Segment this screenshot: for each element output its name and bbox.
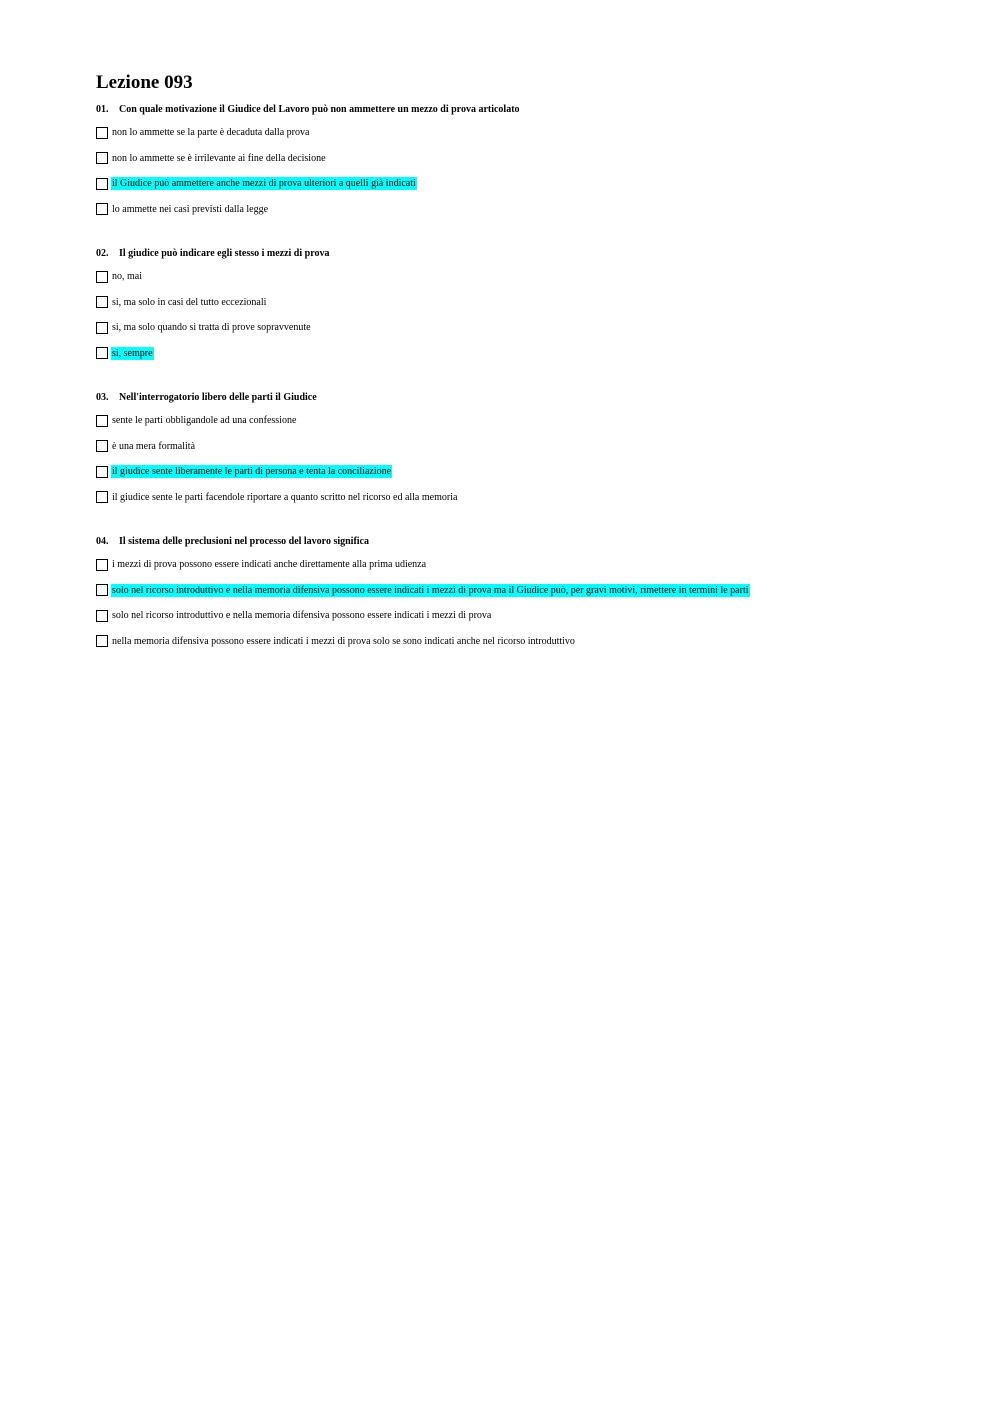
question-header [96, 534, 956, 549]
answer-text: lo ammette nei casi previsti dalla legge [112, 203, 269, 215]
lesson-title: Lezione 093 [96, 72, 193, 93]
answer-checkbox[interactable] [96, 559, 108, 571]
answer-text: solo nel ricorso introduttivo e nella memoria difensiva possono essere indicati i mezzi di prova [112, 610, 492, 622]
answer-option[interactable] [96, 485, 956, 511]
answer-list [96, 408, 956, 510]
answer-option[interactable] [96, 341, 956, 367]
answer-checkbox[interactable] [96, 127, 108, 139]
answer-option[interactable] [96, 459, 956, 485]
answer-option[interactable] [96, 603, 956, 629]
answer-list [96, 264, 956, 366]
answer-text: non lo ammette se è irrilevante ai fine della decisione [112, 152, 326, 164]
question-number: 02. [96, 248, 109, 259]
question-header [96, 390, 956, 405]
question-01 [96, 102, 956, 222]
answer-option[interactable] [96, 120, 956, 146]
answer-checkbox[interactable] [96, 178, 108, 190]
question-number: 04. [96, 536, 109, 547]
answer-option[interactable] [96, 264, 956, 290]
answer-option[interactable] [96, 171, 956, 197]
answer-checkbox[interactable] [96, 296, 108, 308]
answer-option[interactable] [96, 315, 956, 341]
answer-option[interactable] [96, 552, 956, 578]
answer-text-highlighted: solo nel ricorso introduttivo e nella memoria difensiva possono essere indicati i mezzi di prova ma il Giudice può, per gravi motivi, rimettere in termini le parti [112, 584, 749, 596]
answer-checkbox[interactable] [96, 347, 108, 359]
answer-checkbox[interactable] [96, 466, 108, 478]
answer-checkbox[interactable] [96, 322, 108, 334]
question-text: Il giudice può indicare egli stesso i mezzi di prova [119, 248, 330, 259]
answer-text: si, ma solo quando si tratta di prove sopravvenute [112, 322, 311, 334]
question-text: Il sistema delle preclusioni nel processo del lavoro significa [119, 536, 369, 547]
answer-list [96, 120, 956, 222]
answer-text: sente le parti obbligandole ad una confessione [112, 415, 297, 427]
question-header [96, 246, 956, 261]
question-number: 03. [96, 392, 109, 403]
answer-checkbox[interactable] [96, 152, 108, 164]
answer-option[interactable] [96, 578, 956, 604]
answer-checkbox[interactable] [96, 203, 108, 215]
answer-text: il giudice sente le parti facendole riportare a quanto scritto nel ricorso ed alla memoria [112, 491, 458, 503]
question-02 [96, 246, 956, 366]
document-page [96, 70, 956, 654]
question-04 [96, 534, 956, 654]
answer-option[interactable] [96, 290, 956, 316]
answer-text: si, ma solo in casi del tutto eccezionali [112, 296, 267, 308]
answer-text: nella memoria difensiva possono essere indicati i mezzi di prova solo se sono indicati anche nel ricorso introduttivo [112, 635, 575, 647]
answer-option[interactable] [96, 434, 956, 460]
question-text: Nell'interrogatorio libero delle parti il Giudice [119, 392, 317, 403]
answer-checkbox[interactable] [96, 271, 108, 283]
answer-text: no, mai [112, 271, 142, 283]
answer-text: i mezzi di prova possono essere indicati anche direttamente alla prima udienza [112, 559, 427, 571]
question-header [96, 102, 956, 117]
answer-option[interactable] [96, 146, 956, 172]
answer-checkbox[interactable] [96, 610, 108, 622]
answer-text: non lo ammette se la parte è decaduta dalla prova [112, 127, 310, 139]
answer-text-highlighted: si, sempre [112, 347, 153, 359]
answer-checkbox[interactable] [96, 415, 108, 427]
question-text: Con quale motivazione il Giudice del Lavoro può non ammettere un mezzo di prova articolato [119, 104, 520, 115]
answer-checkbox[interactable] [96, 491, 108, 503]
answer-option[interactable] [96, 197, 956, 223]
answer-option[interactable] [96, 629, 956, 655]
answer-option[interactable] [96, 408, 956, 434]
answer-checkbox[interactable] [96, 635, 108, 647]
question-number: 01. [96, 104, 109, 115]
answer-checkbox[interactable] [96, 440, 108, 452]
answer-list [96, 552, 956, 654]
question-03 [96, 390, 956, 510]
answer-text-highlighted: il giudice sente liberamente le parti di persona e tenta la conciliazione [112, 466, 392, 478]
answer-text: è una mera formalità [112, 440, 196, 452]
answer-checkbox[interactable] [96, 584, 108, 596]
answer-text-highlighted: il Giudice può ammettere anche mezzi di prova ulteriori a quelli già indicati [112, 178, 416, 190]
